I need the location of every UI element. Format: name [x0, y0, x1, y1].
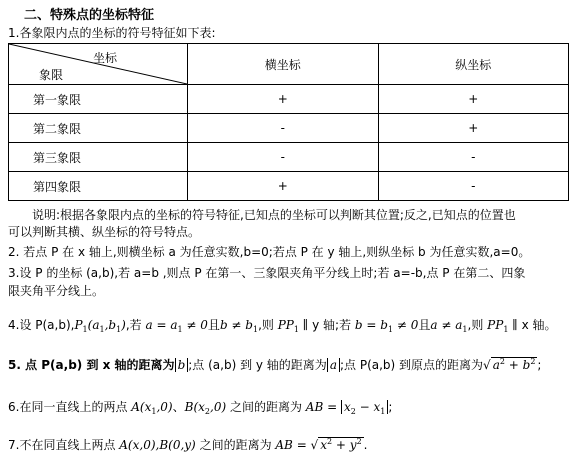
table-row: [9, 114, 569, 143]
p7-text: .: [363, 438, 368, 452]
y-sign: +: [378, 85, 569, 114]
table-row: [9, 85, 569, 114]
p6-formula-a: $A(x_1,0)$: [127, 400, 173, 416]
p7-text: 7.不在同直线上两点: [8, 438, 116, 452]
quadrant-sign-table: [8, 43, 569, 201]
quadrant-name: 第二象限: [9, 114, 188, 143]
paragraph-6: [8, 398, 392, 416]
p4-formula-a-eq: $a = a_1 \ne 0$: [141, 318, 208, 334]
p4-formula-b-neq: $b \ne b_1$: [219, 318, 259, 334]
p6-text: 、: [172, 400, 185, 414]
p4-formula-a-neq: $a \ne a_1$: [430, 318, 468, 334]
p4-formula-b-eq: $b = b_1 \ne 0$: [351, 318, 419, 334]
p4-text: x 轴。: [521, 318, 557, 332]
quadrant-name: 第三象限: [9, 143, 188, 172]
diag-label-quadrant: 象限: [39, 68, 64, 82]
x-sign: -: [188, 143, 379, 172]
paragraph-4: [8, 316, 557, 334]
p6-formula-b: $B(x_2,0)$: [184, 400, 230, 416]
p7-formula-ab: AB = √ $x^2 + y^2$: [271, 437, 362, 452]
p4-formula-parallel-1: $PP_1$ ∥: [273, 318, 313, 334]
p5-formula-sqrt: √ $a^2 + b^2$: [483, 357, 536, 372]
p4-text: 且: [418, 318, 431, 332]
y-sign: +: [378, 114, 569, 143]
table-row: [9, 143, 569, 172]
header-x-coordinate: 横坐标: [188, 44, 379, 85]
p7-formula-points: A(x,0),B(0,y): [115, 438, 200, 452]
p4-formula-parallel-2: $PP_1$ ∥: [483, 318, 522, 334]
p4-formula-p1: $P_1(a_1,b_1)$: [74, 318, 126, 334]
y-sign: -: [378, 172, 569, 201]
paragraph-3-line-1: 3.设 P 的坐标 (a,b),若 a=b ,则点 P 在第一、三象限夹角平分线上时;若 a=-b,点 P 在第二、四象: [8, 266, 526, 280]
p4-text: 且: [207, 318, 220, 332]
p6-text: 之间的距离为: [229, 400, 302, 414]
p4-text: 4.设 P(a,b),: [8, 318, 75, 332]
paragraph-2: 2. 若点 P 在 x 轴上,则横坐标 a 为任意实数,b=0;若点 P 在 y 轴上,则纵坐标 b 为任意实数,a=0。: [8, 245, 531, 259]
p4-text: ,若: [125, 318, 142, 332]
p5-text: 5. 点 P(a,b) 到 x 轴的距离为: [8, 358, 175, 372]
table-row: [9, 172, 569, 201]
x-sign: +: [188, 85, 379, 114]
p6-text: 6.在同一直线上的两点: [8, 400, 128, 414]
p5-formula-abs-a: a: [327, 358, 340, 372]
y-sign: -: [378, 143, 569, 172]
quadrant-name: 第一象限: [9, 85, 188, 114]
paragraph-3-line-2: 限夹角平分线上。: [8, 284, 105, 298]
p4-text: ,则: [258, 318, 274, 332]
p4-text: ,则: [467, 318, 484, 332]
section-heading: 二、特殊点的坐标特征: [24, 8, 155, 23]
p4-text: y 轴;若: [312, 318, 352, 332]
paragraph-5: [8, 356, 541, 373]
quadrant-name: 第四象限: [9, 172, 188, 201]
x-sign: -: [188, 114, 379, 143]
intro-line: 1.各象限内点的坐标的符号特征如下表:: [8, 26, 216, 40]
p5-formula-abs-b: b: [175, 358, 189, 372]
diagonal-header-cell: [9, 44, 188, 85]
diag-label-coordinate: 坐标: [93, 51, 118, 65]
p5-text: ;点 P(a,b) 到原点的距离为: [339, 358, 484, 372]
header-y-coordinate: 纵坐标: [378, 44, 569, 85]
note-line-1: 说明:根据各象限内点的坐标的符号特征,已知点的坐标可以判断其位置;反之,已知点的位置也: [32, 208, 516, 222]
table-header-row: [9, 44, 569, 85]
note-line-2: 可以判断其横、纵坐标的符号特点。: [8, 225, 201, 239]
paragraph-7: [8, 436, 367, 453]
p5-text: ;点 (a,b) 到 y 轴的距离为: [188, 358, 327, 372]
p7-text: 之间的距离为: [199, 438, 272, 452]
x-sign: +: [188, 172, 379, 201]
p6-formula-ab: AB = $x_2 - x_1$: [302, 400, 388, 414]
p6-text: ;: [388, 400, 393, 414]
p5-text: ;: [537, 358, 542, 372]
